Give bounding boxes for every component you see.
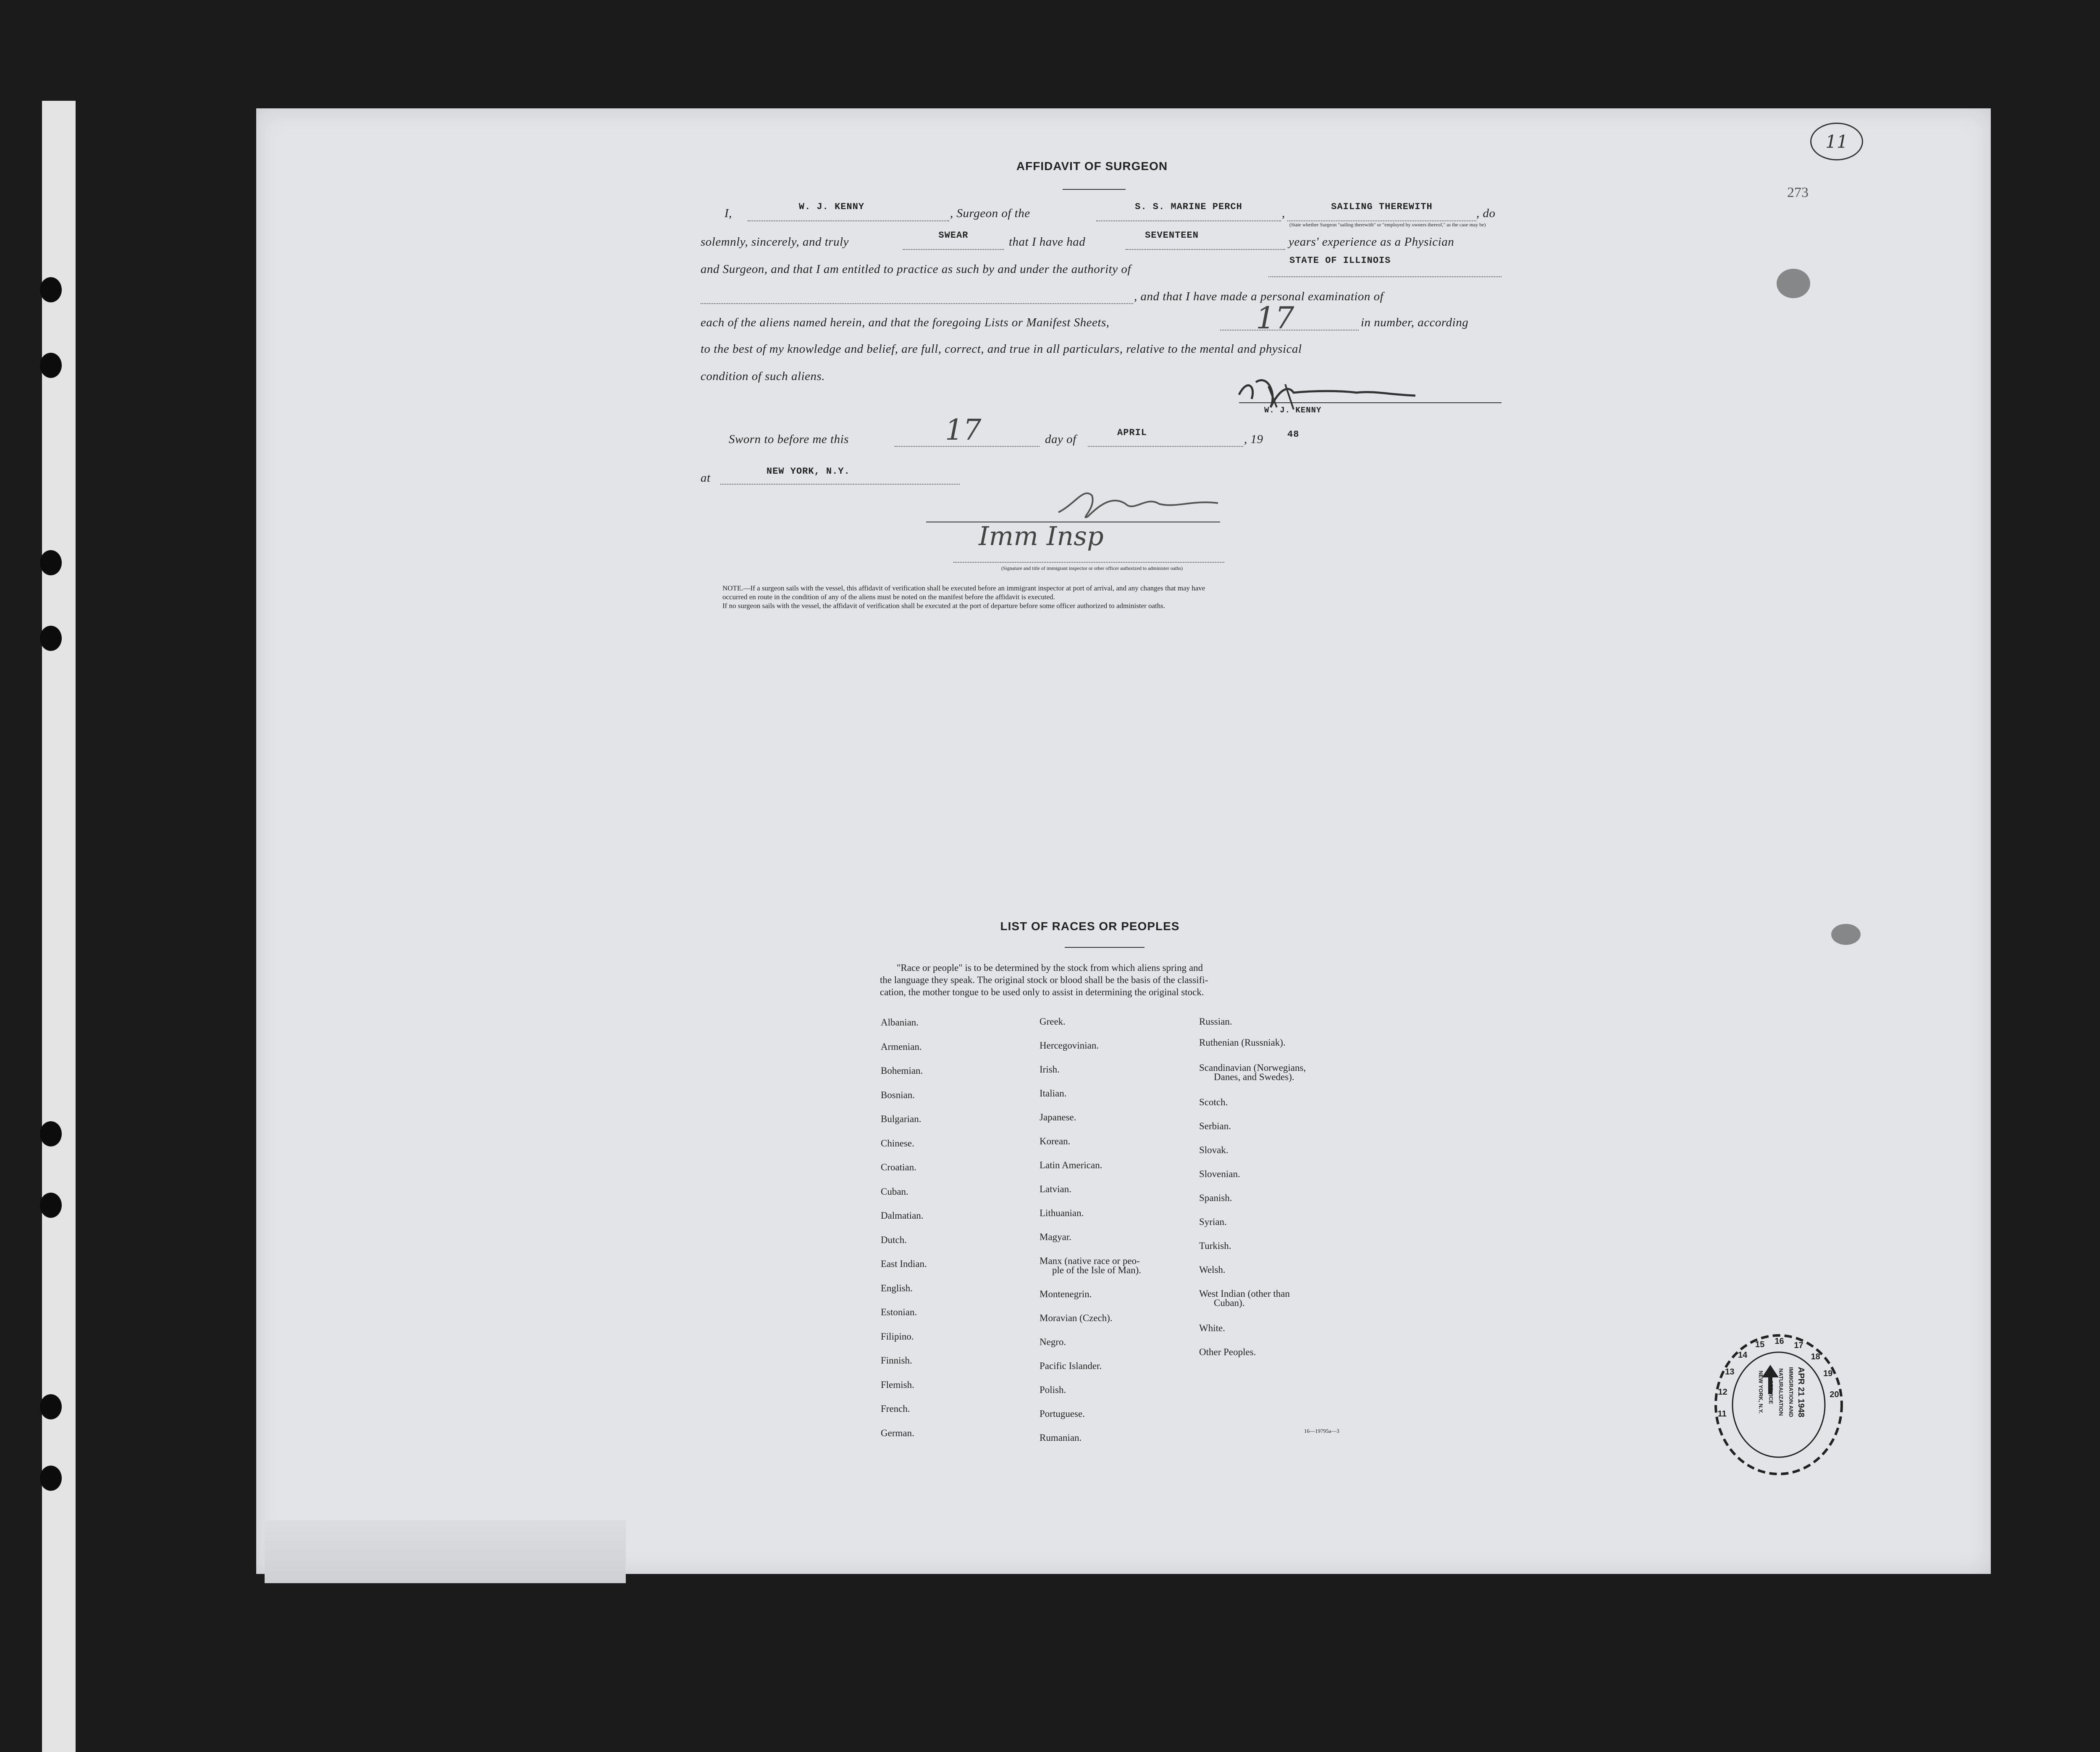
punch-hole: [40, 1193, 62, 1218]
race-entry: Cuban.: [881, 1186, 908, 1197]
stamp-ring-number: 20: [1830, 1390, 1839, 1399]
affidavit-text: Sworn to before me this: [729, 433, 849, 446]
race-entry: Ruthenian (Russniak).: [1199, 1037, 1286, 1048]
surgeon-printed-name: W. J. KENNY: [1264, 406, 1322, 415]
affidavit-text: day of: [1045, 433, 1076, 446]
oath-type: SWEAR: [938, 230, 969, 241]
race-entry: Slovak.: [1199, 1145, 1228, 1155]
affidavit-text: , do: [1476, 207, 1496, 220]
race-entry: Greek.: [1040, 1016, 1066, 1027]
race-entry: Latin American.: [1040, 1160, 1102, 1170]
sworn-place: NEW YORK, N.Y.: [766, 466, 850, 477]
race-entry: Cuban).: [1214, 1298, 1245, 1308]
race-entry: Turkish.: [1199, 1241, 1231, 1251]
affidavit-title: AFFIDAVIT OF SURGEON: [1016, 160, 1168, 173]
vessel-name: S. S. MARINE PERCH: [1135, 202, 1242, 212]
note-line: occurred en route in the condition of any of the aliens must be noted on the manifest before the affidavit is executed.: [722, 593, 1055, 601]
fill-line: [1088, 446, 1243, 447]
signature-rule: [1239, 402, 1502, 403]
note-line: NOTE.—If a surgeon sails with the vessel, this affidavit of verification shall be executed before an immigrant inspector at port of arrival, and any changes that may have: [722, 584, 1205, 592]
ink-smudge: [1831, 924, 1861, 945]
race-entry: Albanian.: [881, 1017, 919, 1028]
fill-line: [903, 249, 1004, 250]
race-entry: English.: [881, 1283, 913, 1293]
affidavit-text: to the best of my knowledge and belief, are full, correct, and true in all particulars, relative to the mental and physical: [701, 342, 1302, 356]
race-entry: Rumanian.: [1040, 1432, 1082, 1443]
ink-smudge: [1777, 269, 1810, 298]
punch-hole: [40, 1466, 62, 1491]
race-entry: Spanish.: [1199, 1193, 1232, 1203]
intro-line: the language they speak. The original stock or blood shall be the basis of the classifi-: [880, 975, 1208, 985]
stamp-ring-number: 12: [1718, 1387, 1727, 1397]
race-entry: Croatian.: [881, 1162, 916, 1172]
race-entry: Bohemian.: [881, 1065, 923, 1076]
affidavit-text: , Surgeon of the: [950, 207, 1030, 220]
surgeon-signature: [1231, 370, 1432, 433]
fill-line: [701, 303, 1133, 304]
stamp-ring-number: 11: [1717, 1409, 1727, 1419]
races-title: LIST OF RACES OR PEOPLES: [1000, 920, 1180, 933]
stamp-line: SERVICE: [1768, 1380, 1774, 1404]
stamp-ring-number: 14: [1738, 1351, 1748, 1360]
affidavit-note: [722, 584, 1512, 610]
circled-page-number: 11: [1810, 123, 1863, 160]
affidavit-text: that I have had: [1009, 235, 1086, 249]
race-entry: Bulgarian.: [881, 1114, 921, 1124]
affidavit-text: condition of such aliens.: [701, 370, 825, 383]
punch-hole: [40, 626, 62, 651]
signature-caption: (Signature and title of immigrant inspector or other officer authorized to administer oaths): [1001, 565, 1183, 571]
stamp-line: NEW YORK, N.Y.: [1758, 1370, 1764, 1414]
intro-line: "Race or people" is to be determined by the stock from which aliens spring and: [897, 963, 1203, 973]
fill-line: [748, 220, 949, 221]
punch-hole: [40, 1121, 62, 1146]
fill-line: [1287, 220, 1476, 221]
affidavit-text: solemnly, sincerely, and truly: [701, 235, 849, 249]
form-code: 16—19795a—3: [1304, 1428, 1339, 1434]
race-entry: Welsh.: [1199, 1264, 1226, 1275]
race-entry: Hercegovinian.: [1040, 1040, 1099, 1051]
race-entry: Lithuanian.: [1040, 1208, 1084, 1218]
race-entry: Portuguese.: [1040, 1408, 1085, 1419]
race-entry: German.: [881, 1427, 914, 1438]
stamp-ring-number: 13: [1725, 1367, 1735, 1377]
race-entry: Polish.: [1040, 1385, 1066, 1395]
punch-hole: [40, 1394, 62, 1419]
race-entry: Negro.: [1040, 1337, 1066, 1347]
fill-line: [720, 484, 960, 485]
title-rule: [1065, 947, 1144, 948]
sworn-year: 48: [1287, 429, 1299, 440]
race-entry: Manx (native race or peo-: [1040, 1256, 1140, 1266]
race-entry: Scotch.: [1199, 1097, 1228, 1107]
years-experience: SEVENTEEN: [1145, 230, 1199, 241]
races-intro: [880, 962, 1346, 998]
affidavit-text: and Surgeon, and that I am entitled to practice as such by and under the authority of: [701, 262, 1131, 276]
race-entry: Chinese.: [881, 1138, 914, 1149]
race-entry: Flemish.: [881, 1379, 914, 1390]
stamp-ring-number: 17: [1794, 1340, 1803, 1350]
manifest-sheet-count: 17: [1256, 300, 1294, 336]
stamp-date: APR 21 1948: [1796, 1366, 1806, 1418]
race-entry: Syrian.: [1199, 1217, 1227, 1227]
note-line: If no surgeon sails with the vessel, the affidavit of verification shall be executed at the port of departure before some officer authorized to administer oaths.: [722, 602, 1166, 610]
stamp-line: IMMIGRATION AND: [1788, 1367, 1794, 1417]
race-entry: Serbian.: [1199, 1121, 1231, 1131]
affidavit-text: each of the aliens named herein, and that the foregoing Lists or Manifest Sheets,: [701, 316, 1110, 329]
race-entry: Russian.: [1199, 1016, 1232, 1027]
affidavit-text: , and that I have made a personal examination of: [1134, 290, 1384, 303]
punch-hole: [40, 550, 62, 575]
intro-line: cation, the mother tongue to be used only to assist in determining the original stock.: [880, 987, 1204, 997]
race-entry: Filipino.: [881, 1331, 914, 1342]
fill-line: [953, 562, 1224, 563]
race-entry: Armenian.: [881, 1041, 922, 1052]
race-entry: East Indian.: [881, 1259, 927, 1269]
stamp-text: [1756, 1361, 1806, 1424]
race-entry: Slovenian.: [1199, 1169, 1240, 1179]
affidavit-text: years' experience as a Physician: [1289, 235, 1454, 249]
stamped-page-number: 273: [1787, 185, 1809, 200]
surgeon-name: W. J. KENNY: [798, 202, 865, 212]
race-entry: Estonian.: [881, 1307, 917, 1317]
race-entry: French.: [881, 1403, 910, 1414]
race-entry: Italian.: [1040, 1088, 1067, 1099]
surgeon-status: SAILING THEREWITH: [1331, 202, 1433, 212]
race-entry: Japanese.: [1040, 1112, 1076, 1123]
stamp-line: NATURALIZATION: [1778, 1368, 1784, 1416]
race-entry: Pacific Islander.: [1040, 1361, 1102, 1371]
punch-hole: [40, 277, 62, 302]
stamp-ring-number: 16: [1774, 1337, 1784, 1346]
race-entry: Dalmatian.: [881, 1210, 924, 1221]
affidavit-text: I,: [724, 207, 732, 220]
licensing-authority: STATE OF ILLINOIS: [1289, 255, 1391, 266]
stamp-ring-number: 15: [1755, 1340, 1765, 1350]
sworn-month: APRIL: [1117, 428, 1147, 438]
race-entry: Finnish.: [881, 1355, 912, 1366]
title-rule: [1063, 189, 1126, 190]
inspector-title-handwritten: Imm Insp: [979, 521, 1104, 551]
punch-hole: [40, 353, 62, 378]
race-entry: Latvian.: [1040, 1184, 1071, 1194]
race-entry: Irish.: [1040, 1064, 1060, 1075]
race-entry: Scandinavian (Norwegians,: [1199, 1062, 1306, 1073]
page-fold: [265, 1520, 626, 1583]
race-entry: Korean.: [1040, 1136, 1071, 1146]
race-entry: Bosnian.: [881, 1089, 915, 1100]
fill-line: [1126, 249, 1285, 250]
affidavit-text: , 19: [1244, 433, 1263, 446]
sworn-day: 17: [945, 414, 982, 447]
race-entry: Dutch.: [881, 1234, 907, 1245]
race-entry: Danes, and Swedes).: [1214, 1072, 1294, 1082]
race-entry: West Indian (other than: [1199, 1288, 1290, 1299]
race-entry: Other Peoples.: [1199, 1347, 1256, 1357]
affidavit-text: at: [701, 471, 711, 485]
affidavit-text: in number, according: [1361, 316, 1469, 329]
status-note: (State whether Surgeon "sailing therewith" or "employed by owners thereof," as the case may be): [1289, 222, 1486, 228]
race-entry: Magyar.: [1040, 1232, 1072, 1242]
race-entry: Montenegrin.: [1040, 1289, 1092, 1299]
stamp-ring-number: 18: [1811, 1352, 1820, 1361]
race-entry: Moravian (Czech).: [1040, 1313, 1113, 1323]
affidavit-text: ,: [1282, 207, 1285, 220]
race-entry: ple of the Isle of Man).: [1052, 1265, 1142, 1275]
race-entry: White.: [1199, 1323, 1225, 1333]
film-strip-edge: [42, 101, 76, 1752]
stamp-ring-number: 19: [1823, 1369, 1833, 1379]
fill-line: [1268, 276, 1502, 277]
fill-line: [1096, 220, 1281, 221]
